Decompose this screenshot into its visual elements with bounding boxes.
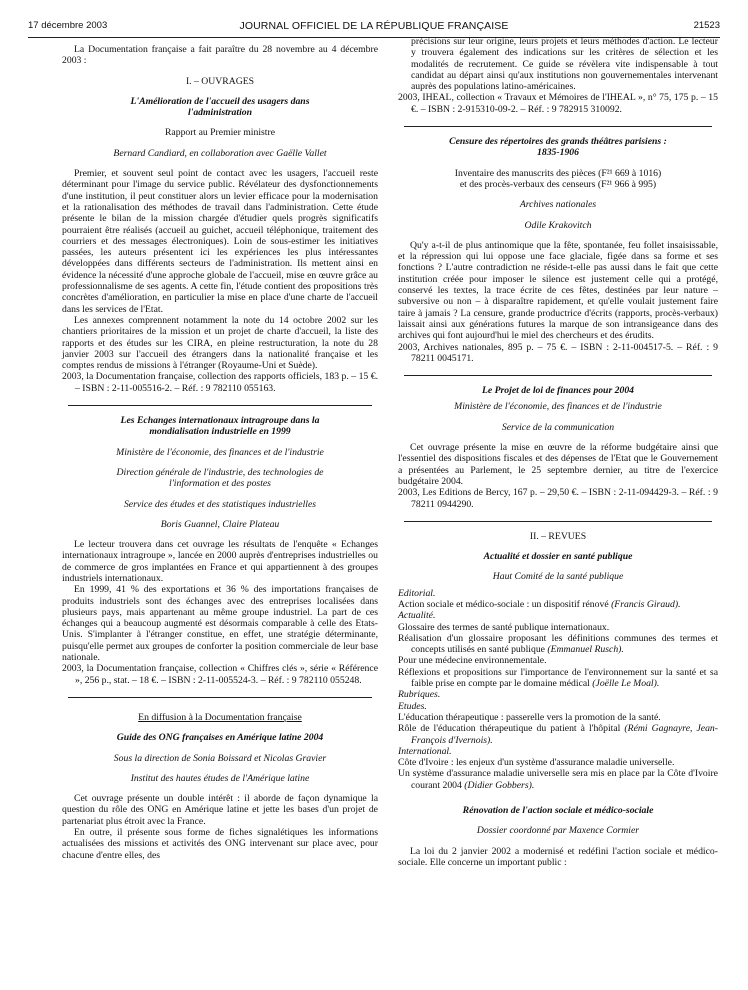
- work-title: Les Echanges internationaux intragroupe dans la mondialisation industrielle en 1999: [120, 415, 320, 438]
- review-item: Côte d'Ivoire : les enjeux d'un système d'assurance maladie universelle.: [398, 757, 675, 769]
- review-item-author: (Emmanuel Rusch).: [547, 644, 624, 656]
- header-journal-title: JOURNAL OFFICIEL DE LA RÉPUBLIQUE FRANÇAISE: [239, 20, 509, 32]
- work-direction: Direction générale de l'industrie, des technologies de l'information et des postes: [116, 466, 324, 490]
- separator-rule: [68, 697, 371, 698]
- work-paragraph: En 1999, 41 % des exportations et 36 % des importations françaises de produits industriels sont des échanges avec des entreprises localisées dans plusieurs pays, mais appartenant au même groupe industriel. La part de ces échanges qui a beaucoup augmenté est désormais comparable à celle des Etats-Unis. S'implanter à l'étranger constitue, en effet, une stratégie déterminante, puisqu'elle permet aux groupes de conforter la position commerciale de leur base nationale.: [62, 584, 378, 664]
- review-organization: Haut Comité de la santé publique: [492, 571, 624, 583]
- review-item-author: (Rémi Gagnayre, Jean-François d'Ivernois).: [411, 723, 718, 746]
- review-rubric-label: Etudes.: [398, 700, 427, 712]
- review-item-text: Réflexions et propositions sur l'importance de l'environnement sur la santé et sa faible prise en compte par le domaine médical: [398, 666, 718, 690]
- work-direction: Sous la direction de Sonia Boissard et Nicolas Gravier: [113, 752, 327, 764]
- work-inventory-line: et des procès-verbaux des censeurs (F²¹ 966 à 995): [459, 178, 657, 190]
- work-paragraph-continued: précisions sur leur origine, leurs projets et leurs méthodes d'action. Le lecteur y trouvera également des indications sur les critères de sélection et les modalités de recrutement. Ce guide se révèlera vite indispensable à tout candidat au départ ainsi qu'aux institutions non gouvernementales intervenant auprès des populations latino-américaines.: [411, 36, 718, 93]
- work-paragraph: Cet ouvrage présente la mise en œuvre de la réforme budgétaire ainsi que l'essentiel des dispositions fiscales et des dépenses de l'Etat que le Gouvernement a présentées au Parlement, le 25 septembre dernier, au titre de l'exercice budgétaire 2004.: [398, 442, 718, 487]
- work-reference: 2003, Les Editions de Bercy, 167 p. – 29,50 €. – ISBN : 2-11-094429-3. – Réf. : 9 78211 0944290.: [398, 487, 718, 510]
- work-reference: 2003, la Documentation française, collection des rapports officiels, 183 p. – 15 €. – ISBN : 2-11-005516-2. – Réf. : 9 782110 055163.: [62, 371, 378, 394]
- work-title: Censure des répertoires des grands théâtres parisiens : 1835-1906: [449, 136, 667, 159]
- work-reference: 2003, Archives nationales, 895 p. – 75 €. – ISBN : 2-11-004517-5. – Réf. : 9 78211 0045171.: [398, 341, 718, 364]
- section-revues-heading: II. – REVUES: [529, 530, 587, 542]
- work-title: L'Amélioration de l'accueil des usagers dans l'administration: [130, 95, 310, 119]
- separator-rule: [404, 375, 711, 376]
- review-item-author: (Francis Giraud).: [611, 598, 681, 610]
- separator-rule: [68, 405, 371, 406]
- review-item: [398, 723, 718, 746]
- review-rubric-label: Rubriques.: [398, 689, 441, 701]
- review-item: [398, 599, 718, 610]
- review-item-text: Rôle de l'éducation thérapeutique du patient à l'hôpital: [398, 723, 625, 735]
- work-institut: Institut des hautes études de l'Amérique latine: [130, 772, 310, 784]
- work-service: Service des études et des statistiques industrielles: [123, 498, 317, 510]
- review-rubric-label: International.: [398, 745, 452, 757]
- work-author: Odile Krakovitch: [524, 219, 592, 231]
- work-reference: 2003, IHEAL, collection « Travaux et Mémoires de l'IHEAL », n° 75, 175 p. – 15 €. – ISBN : 2-915310-09-2. – Réf. : 9 782915 310092.: [398, 92, 718, 115]
- review-rubric-label: Actualité.: [398, 610, 436, 622]
- review-paragraph: La loi du 2 janvier 2002 a modernisé et redéfini l'action sociale et médico-sociale. Elle concerne un important public :: [398, 845, 718, 868]
- review-item-text: Un système d'assurance maladie universelle sera mis en place par la Côte d'Ivoire courant 2004: [398, 768, 718, 791]
- work-ministry: Ministère de l'économie, des finances et de l'industrie: [454, 401, 662, 413]
- review-item: Pour une médecine environnementale.: [398, 655, 547, 667]
- intro-text: La Documentation française a fait paraître du 28 novembre au 4 décembre 2003 :: [62, 44, 378, 67]
- work-title: Le Projet de loi de finances pour 2004: [481, 385, 635, 397]
- work-paragraph: Le lecteur trouvera dans cet ouvrage les résultats de l'enquête « Echanges internationaux intragroupe », lancée en 2000 auprès d'entreprises industrielles ou de commerce de gros implantées en France et qui appartiennent à des groupes industriels internationaux.: [62, 539, 378, 584]
- review-rubric-label: Editorial.: [398, 587, 436, 599]
- separator-rule: [404, 126, 711, 127]
- separator-rule: [404, 521, 711, 522]
- work-paragraph: Premier, et souvent seul point de contact avec les usagers, l'accueil reste déterminant pour l'image du service public. Révélateur des dysfonctionnements d'une institution, il peut constituer alors un levier efficace pour la modernisation et la rationalisation des méthodes de travail dans l'administration. Cette étude présente le bilan de la mission chargée d'étudier quels progrès significatifs pourraient être réalisés (accueil au guichet, accueil téléphonique, traitement des courriers et des messages électroniques). Loin de sous-estimer les initiatives passées, les auteurs présentent ici les expériences les plus intéressantes développées dans différents secteurs de l'administration. Ils mettent ainsi en évidence la nécessité d'une approche globale de l'accueil, mise en œuvre grâce au professionnalisme de ses agents. A cette fin, l'étude contient des propositions très concrètes d'amélioration, en particulier la mise en place d'une charte de l'accueil dans les services de l'Etat.: [62, 168, 378, 315]
- review-item: Glossaire des termes de santé publique internationaux.: [398, 621, 610, 633]
- review-item-text: Action sociale et médico-sociale : un dispositif rénové: [398, 598, 612, 610]
- section-ouvrages-heading: I. – OUVRAGES: [185, 75, 255, 87]
- work-paragraph: Les annexes comprennent notamment la note du 14 octobre 2002 sur les chantiers prioritaires de la mission et un projet de charte d'accueil, la liste des rapports et des études sur les CIRA, en pleine restructuration, la note du 28 janvier 2003 sur l'accueil des étrangers dans la nationalité française et les comptes rendus de missions à l'étranger (Royaume-Uni et Suède).: [62, 314, 378, 372]
- work-authors: Bernard Candiard, en collaboration avec Gaëlle Vallet: [113, 147, 327, 159]
- review-item-author: (Joëlle Le Moal).: [592, 678, 660, 690]
- work-reference: 2003, la Documentation française, collection « Chiffres clés », série « Référence », 256 p., stat. – 18 €. – ISBN : 2-11-005524-3. – Réf. : 9 782110 055248.: [62, 663, 378, 686]
- work-paragraph: En outre, il présente sous forme de fiches signalétiques les informations actualisées des missions et activités des ONG intervenant sur place avec, pour chacune d'entre elles, des: [62, 827, 378, 861]
- work-archives: Archives nationales: [519, 199, 597, 211]
- work-title: Guide des ONG françaises en Amérique latine 2004: [116, 732, 324, 744]
- review-dossier-title: Rénovation de l'action sociale et médico-sociale: [462, 805, 654, 817]
- work-paragraph: Cet ouvrage présente un double intérêt : il aborde de façon dynamique la question du rôle des ONG en Amérique latine et jette les bases d'un projet de partenariat plus étroit avec la France.: [62, 793, 378, 827]
- work-subtitle: Rapport au Premier ministre: [164, 127, 276, 139]
- review-title: Actualité et dossier en santé publique: [483, 551, 633, 563]
- review-item-author: (Didier Gobbers).: [464, 779, 535, 791]
- work-authors: Boris Guannel, Claire Plateau: [160, 518, 280, 530]
- review-item: L'éducation thérapeutique : passerelle vers la promotion de la santé.: [398, 711, 661, 723]
- right-column: [398, 36, 718, 868]
- review-dossier-coordinator: Dossier coordonné par Maxence Cormier: [476, 825, 640, 837]
- work-inventory-line: Inventaire des manuscrits des pièces (F²¹ 669 à 1016): [454, 167, 662, 179]
- header-page-number: 21523: [693, 20, 720, 31]
- review-item: [398, 768, 718, 791]
- header-date: 17 décembre 2003: [28, 20, 108, 31]
- work-service: Service de la communication: [501, 421, 615, 433]
- left-column: [62, 44, 378, 861]
- review-item: [398, 633, 718, 656]
- work-paragraph: Qu'y a-t-il de plus antinomique que la fête, spontanée, feu follet insaisissable, et la répression qui lui oppose une face glaciale, figée dans sa forme et ses fonctions ? L'autre contradiction ne réside-t-elle pas aussi dans le fait que cette institution créée pour imposer le silence est justement celle qui a protégé, conservé les textes, la trace écrite de ces fêtes, destinées par leur nature – subversive ou non – à disparaître rapidement, et qu'elle voulait justement faire taire à jamais ? La censure, grande productrice d'écrits (rapports, procès-verbaux) laissait ainsi aux générations futures la marque de son intransigeance dans des archives qui font aujourd'hui le miel des chercheurs et des érudits.: [398, 239, 718, 342]
- review-item-text: Réalisation d'un glossaire proposant les définitions communes des termes et concepts utilisés en santé publique: [398, 632, 718, 656]
- page-header: [28, 20, 720, 36]
- review-item: [398, 667, 718, 690]
- diffusion-heading: En diffusion à la Documentation française: [138, 711, 302, 723]
- work-ministry: Ministère de l'économie, des finances et de l'industrie: [116, 446, 324, 458]
